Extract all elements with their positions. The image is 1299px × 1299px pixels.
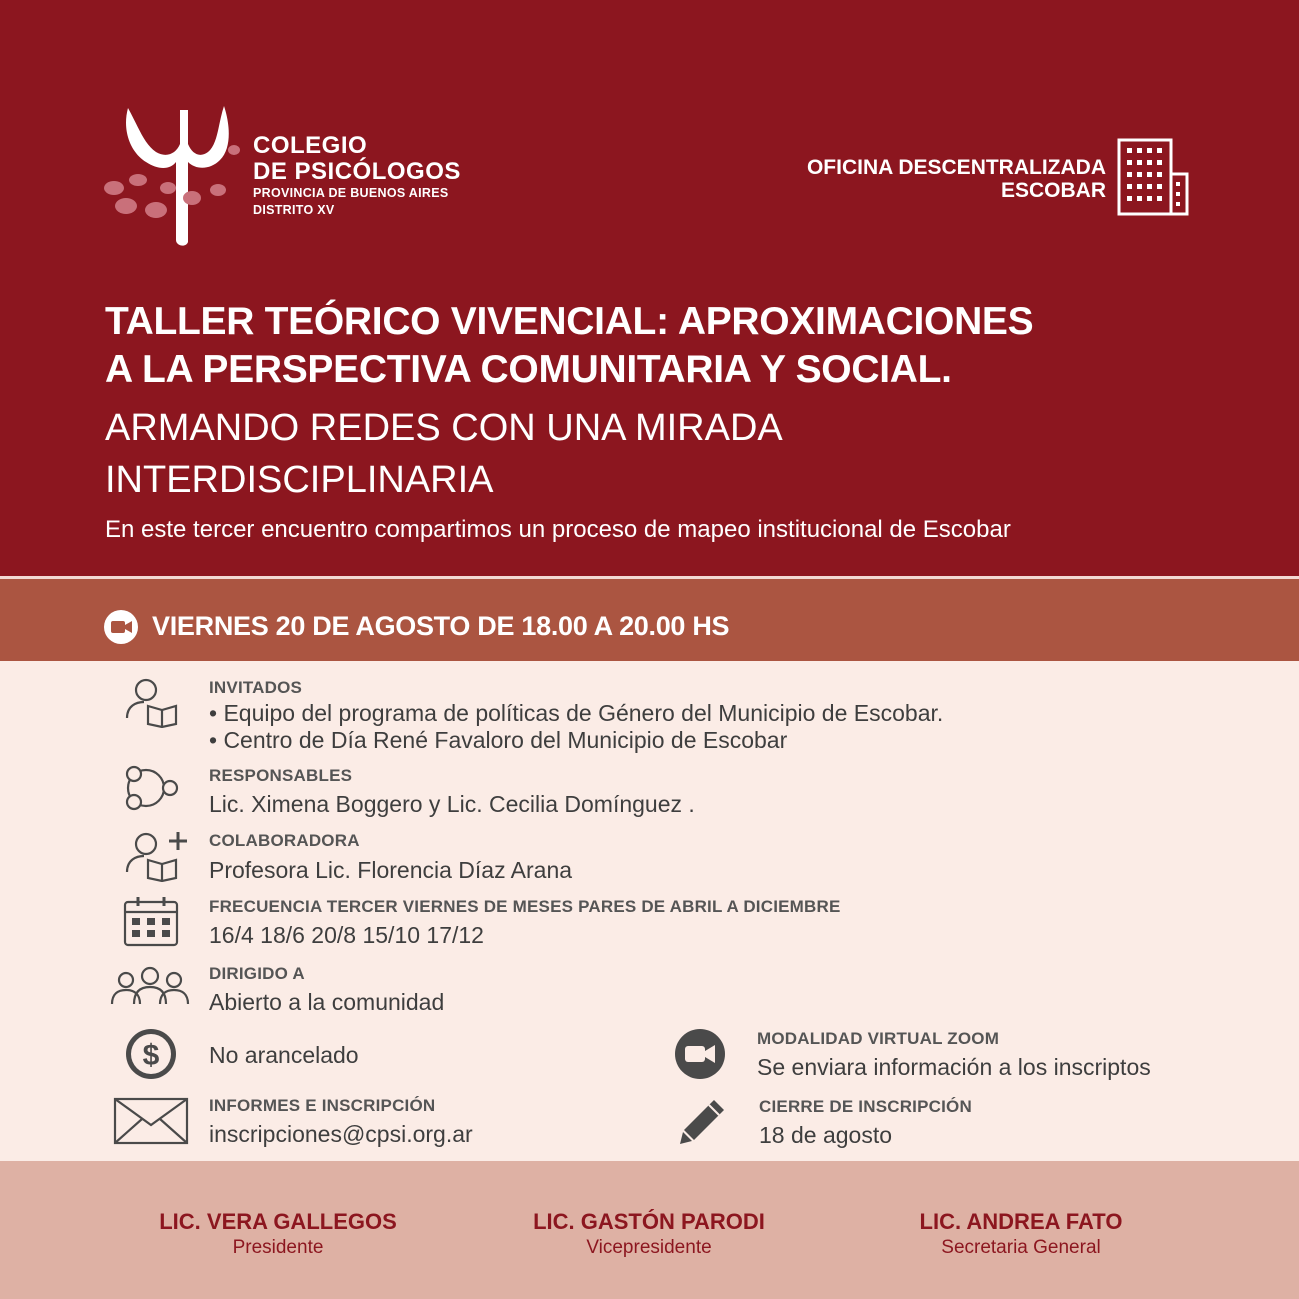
colaboradora-label: COLABORADORA xyxy=(209,831,360,850)
person-book-icon xyxy=(122,676,182,728)
office-line2: ESCOBAR xyxy=(1000,179,1106,202)
event-title-line1: TALLER TEÓRICO VIVENCIAL: APROXIMACIONES xyxy=(105,300,1034,343)
psi-logo-icon xyxy=(100,100,245,250)
responsables-value: Lic. Ximena Boggero y Lic. Cecilia Domínguez . xyxy=(209,791,695,817)
logo-text-colegio: COLEGIO xyxy=(253,132,368,159)
event-title xyxy=(105,298,1205,394)
authority-name: LIC. VERA GALLEGOS xyxy=(159,1209,397,1234)
costo-value: No arancelado xyxy=(209,1042,359,1068)
logo-text-psicologos: DE PSICÓLOGOS xyxy=(253,158,461,185)
modalidad-value: Se enviara información a los inscriptos xyxy=(757,1054,1151,1080)
office-line1: OFICINA DESCENTRALIZADA xyxy=(806,156,1106,179)
cierre-value: 18 de agosto xyxy=(759,1122,893,1148)
envelope-icon xyxy=(112,1095,190,1147)
invitados-item-1: • Equipo del programa de políticas de Género del Municipio de Escobar. xyxy=(209,700,944,726)
responsables-label: RESPONSABLES xyxy=(209,766,353,785)
group-icon xyxy=(108,966,192,1008)
person-book-plus-icon xyxy=(122,828,192,882)
event-subtitle-line2: INTERDISCIPLINARIA xyxy=(105,459,494,501)
cierre-label: CIERRE DE INSCRIPCIÓN xyxy=(759,1097,972,1116)
informes-email[interactable]: inscripciones@cpsi.org.ar xyxy=(209,1121,473,1147)
dirigido-value: Abierto a la comunidad xyxy=(209,989,445,1015)
authority-role: Vicepresidente xyxy=(586,1237,712,1258)
network-icon xyxy=(120,762,182,814)
event-subtitle xyxy=(105,402,1205,506)
informes-label: INFORMES E INSCRIPCIÓN xyxy=(209,1096,436,1115)
invitados-label: INVITADOS xyxy=(209,678,303,697)
authority-name: LIC. ANDREA FATO xyxy=(919,1209,1123,1234)
modalidad-label: MODALIDAD VIRTUAL ZOOM xyxy=(757,1029,1000,1048)
frecuencia-label: FRECUENCIA TERCER VIERNES DE MESES PARES DE ABRIL A DICIEMBRE xyxy=(209,897,841,916)
colaboradora-value: Profesora Lic. Florencia Díaz Arana xyxy=(209,857,573,883)
zoom-video-icon xyxy=(674,1028,726,1080)
dirigido-label: DIRIGIDO A xyxy=(209,964,305,983)
event-date: VIERNES 20 DE AGOSTO DE 18.00 A 20.00 HS xyxy=(152,611,730,641)
authority-role: Secretaria General xyxy=(941,1237,1101,1258)
event-subtitle-line1: ARMANDO REDES CON UNA MIRADA xyxy=(105,407,783,449)
svg-text:$: $ xyxy=(142,1039,160,1072)
event-title-line2: A LA PERSPECTIVA COMUNITARIA Y SOCIAL. xyxy=(105,348,952,391)
frecuencia-value: 16/4 18/6 20/8 15/10 17/12 xyxy=(209,922,484,948)
office-label xyxy=(760,156,1106,202)
authority-role: Presidente xyxy=(232,1237,324,1258)
dollar-icon xyxy=(124,1027,178,1081)
video-camera-icon xyxy=(103,609,139,645)
pencil-icon xyxy=(678,1096,728,1146)
authority-name: LIC. GASTÓN PARODI xyxy=(533,1209,765,1234)
logo-text-distrito: DISTRITO XV xyxy=(253,203,335,217)
calendar-icon xyxy=(122,894,180,948)
event-description: En este tercer encuentro compartimos un proceso de mapeo institucional de Escobar xyxy=(105,516,1011,543)
logo-text-provincia: PROVINCIA DE BUENOS AIRES xyxy=(253,186,449,200)
building-icon xyxy=(1115,136,1191,216)
invitados-item-2: • Centro de Día René Favaloro del Municipio de Escobar xyxy=(209,727,788,753)
